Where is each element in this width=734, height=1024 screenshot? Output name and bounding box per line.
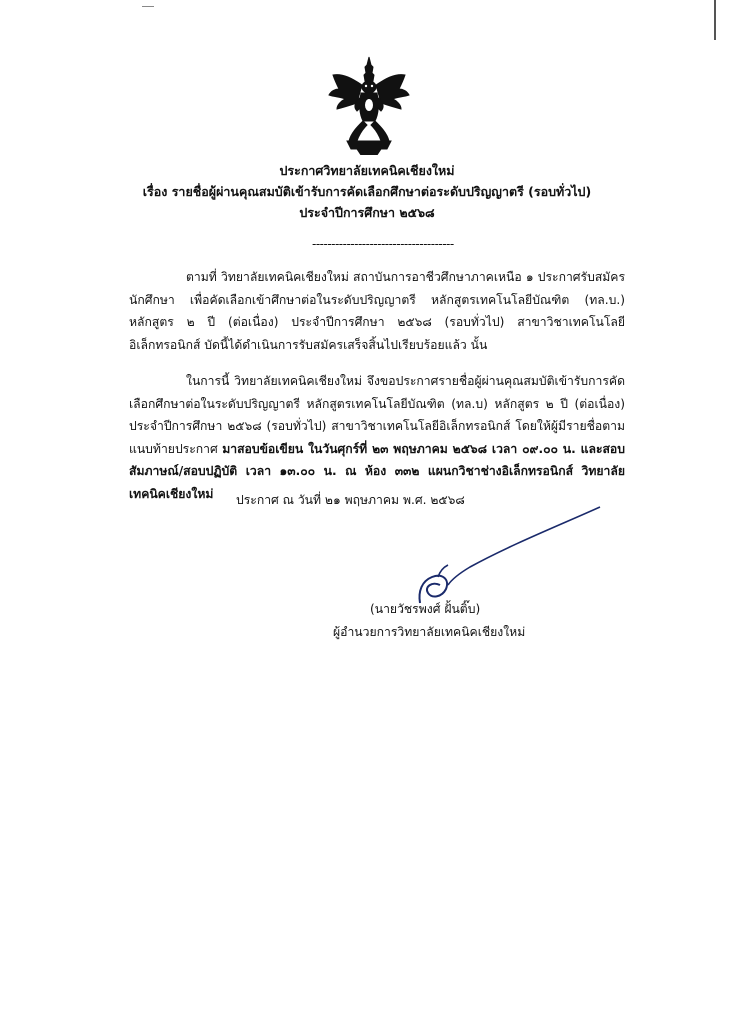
signer-name: (นายวัชรพงศ์ ฝั้นติ๊บ) xyxy=(370,602,481,616)
paragraph-1: ตามที่ วิทยาลัยเทคนิคเชียงใหม่ สถาบันการอาชีวศึกษาภาคเหนือ ๑ ประกาศรับสมัครนักศึกษา เพื่อคัดเลือกเข้าศึกษาต่อในระดับปริญญาตรี หลักสูตรเทคโนโลยีบัณฑิต (ทล.บ.) หลักสูตร ๒ ปี (ต่อเนื่อง) ประจำปีการศึกษา ๒๕๖๘ (รอบทั่วไป) สาขาวิชาเทคโนโลยีอิเล็กทรอนิกส์ บัดนี้ได้ดำเนินการรับสมัครเสร็จสิ้นไปเรียบร้อยแล้ว นั้น xyxy=(129,270,625,352)
announcement-date: ประกาศ ณ วันที่ ๒๑ พฤษภาคม พ.ศ. ๒๕๖๘ xyxy=(236,493,465,507)
announcement-header xyxy=(0,160,734,223)
announcement-title: ประกาศวิทยาลัยเทคนิคเชียงใหม่ xyxy=(279,163,455,178)
paragraph-2 xyxy=(129,370,625,505)
signer-title: ผู้อำนวยการวิทยาลัยเทคนิคเชียงใหม่ xyxy=(333,625,526,639)
handwritten-signature xyxy=(410,505,610,605)
paragraph-2-text: ในการนี้ วิทยาลัยเทคนิคเชียงใหม่ จึงขอประกาศรายชื่อผู้ผ่านคุณสมบัติเข้ารับการคัดเลือกศึกษาต่อในระดับปริญญาตรี หลักสูตรเทคโนโลยีบัณฑิต (ทล.บ) หลักสูตร ๒ ปี (ต่อเนื่อง) ประจำปีการศึกษา ๒๕๖๘ (รอบทั่วไป) สาขาวิชาเทคโนโลยีอิเล็กทรอนิกส์ โดยให้ผู้มีรายชื่อตามแนบท้ายประกาศ xyxy=(129,374,625,456)
paragraph-2-exam-schedule: มาสอบข้อเขียน ในวันศุกร์ที่ ๒๓ พฤษภาคม ๒๕๖๘ เวลา ๐๙.๐๐ น. และสอบสัมภาษณ์/สอบปฏิบัติ เวลา ๑๓.๐๐ น. ณ ห้อง ๓๓๒ แผนกวิชาช่างอิเล็กทรอนิกส์ วิทยาลัยเทคนิคเชียงใหม่ xyxy=(129,441,625,501)
scan-mark xyxy=(142,0,154,7)
header-divider: ------------------------------------- xyxy=(312,237,454,251)
academic-year: ประจำปีการศึกษา ๒๕๖๘ xyxy=(299,205,435,220)
announcement-subject: เรื่อง รายชื่อผู้ผ่านคุณสมบัติเข้ารับการคัดเลือกศึกษาต่อระดับปริญญาตรี (รอบทั่วไป) xyxy=(142,184,592,199)
garuda-emblem-icon xyxy=(327,55,411,155)
scan-edge-mark xyxy=(714,0,734,40)
